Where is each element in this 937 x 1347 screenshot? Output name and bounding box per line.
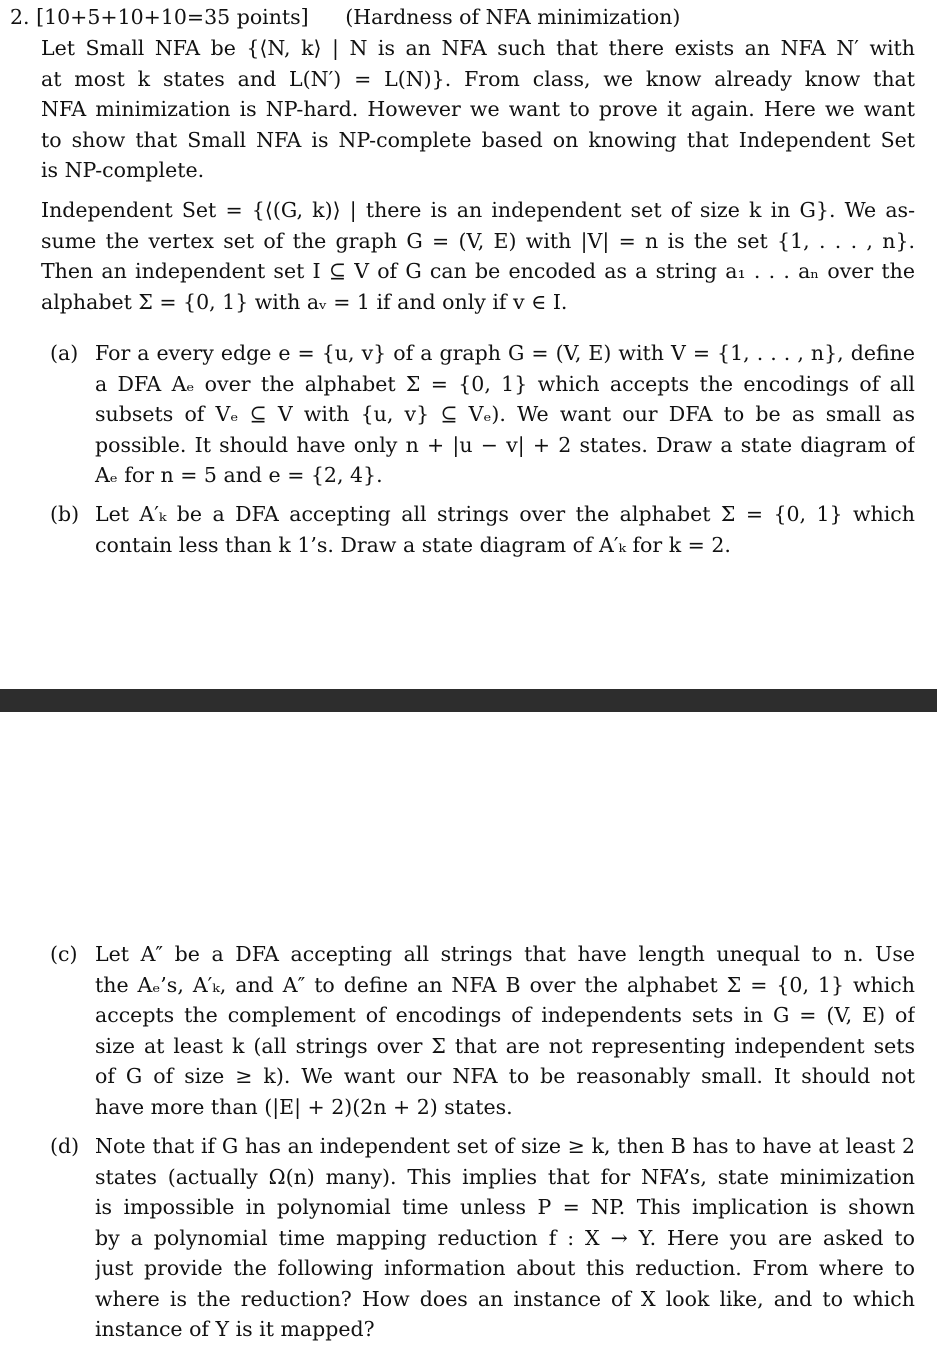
part-line: where is the reduction? How does an instance of X look like, and to which xyxy=(95,1286,915,1311)
part-body xyxy=(95,1131,915,1345)
problem-number: 2. xyxy=(10,5,30,29)
part-line: instance of Y is it mapped? xyxy=(95,1317,375,1341)
problem-intro xyxy=(41,33,915,186)
part-line: possible. It should have only n + |u − v| + 2 states. Draw a state diagram of xyxy=(95,432,915,457)
part-body xyxy=(95,939,915,1122)
intro-line: NFA minimization is NP-hard. However we want to prove it again. Here we want xyxy=(41,97,915,121)
intro-line: at most k states and L(N′) = L(N)}. From class, we know already know that xyxy=(41,66,915,91)
intro-line: is NP-complete. xyxy=(41,158,205,182)
part-line: a DFA Aₑ over the alphabet Σ = {0, 1} which accepts the encodings of all xyxy=(95,371,915,396)
part-line: subsets of Vₑ ⊆ V with {u, v} ⊆ Vₑ). We want our DFA to be as small as xyxy=(95,402,915,426)
part-line: Note that if G has an independent set of size ≥ k, then B has to have at least 2 xyxy=(95,1134,915,1158)
part-line: Let A″ be a DFA accepting all strings that have length unequal to n. Use xyxy=(95,942,915,966)
part-line: contain less than k 1’s. Draw a state diagram of A′ₖ for k = 2. xyxy=(95,532,731,557)
part-line: just provide the following information about this reduction. From where to xyxy=(95,1256,915,1280)
problem-title: (Hardness of NFA minimization) xyxy=(345,5,681,29)
definition-line: Then an independent set I ⊆ V of G can be encoded as a string a₁ . . . aₙ over the xyxy=(41,259,915,283)
part-body xyxy=(95,338,915,491)
intro-line: to show that Small NFA is NP-complete based on knowing that Independent Set xyxy=(41,127,915,152)
part-label: (d) xyxy=(50,1134,80,1158)
part-label: (b) xyxy=(50,502,80,526)
part-line: have more than (|E| + 2)(2n + 2) states. xyxy=(95,1094,513,1119)
definition-line: Independent Set = {⟨(G, k)⟩ | there is an independent set of size k in G}. We as- xyxy=(41,198,915,222)
problem-points: [10+5+10+10=35 points] xyxy=(36,5,309,29)
part-line: the Aₑ’s, A′ₖ, and A″ to define an NFA B over the alphabet Σ = {0, 1} which xyxy=(95,972,915,997)
problem-header xyxy=(10,2,680,33)
part-label: (a) xyxy=(50,341,79,365)
intro-line: Let Small NFA be {⟨N, k⟩ | N is an NFA such that there exists an NFA N′ with xyxy=(41,36,915,60)
part-line: is impossible in polynomial time unless P = NP. This implication is shown xyxy=(95,1195,915,1219)
part-line: For a every edge e = {u, v} of a graph G = (V, E) with V = {1, . . . , n}, define xyxy=(95,341,915,365)
part-line: Aₑ for n = 5 and e = {2, 4}. xyxy=(95,463,383,487)
definition-line: alphabet Σ = {0, 1} with aᵥ = 1 if and only if v ∈ I. xyxy=(41,289,568,314)
part-body xyxy=(95,499,915,560)
part-line: Let A′ₖ be a DFA accepting all strings over the alphabet Σ = {0, 1} which xyxy=(95,502,915,526)
part-line: of G of size ≥ k). We want our NFA to be reasonably small. It should not xyxy=(95,1064,915,1088)
definition-line: sume the vertex set of the graph G = (V, E) with |V| = n is the set {1, . . . , n}. xyxy=(41,228,915,253)
independent-set-definition xyxy=(41,195,915,317)
part-line: accepts the complement of encodings of independents sets in G = (V, E) of xyxy=(95,1003,915,1027)
part-line: by a polynomial time mapping reduction f : X → Y. Here you are asked to xyxy=(95,1225,915,1250)
part-line: size at least k (all strings over Σ that are not representing independent sets xyxy=(95,1033,915,1058)
page-divider xyxy=(0,689,937,712)
part-label: (c) xyxy=(50,942,78,966)
part-line: states (actually Ω(n) many). This implies that for NFA’s, state minimization xyxy=(95,1164,915,1189)
